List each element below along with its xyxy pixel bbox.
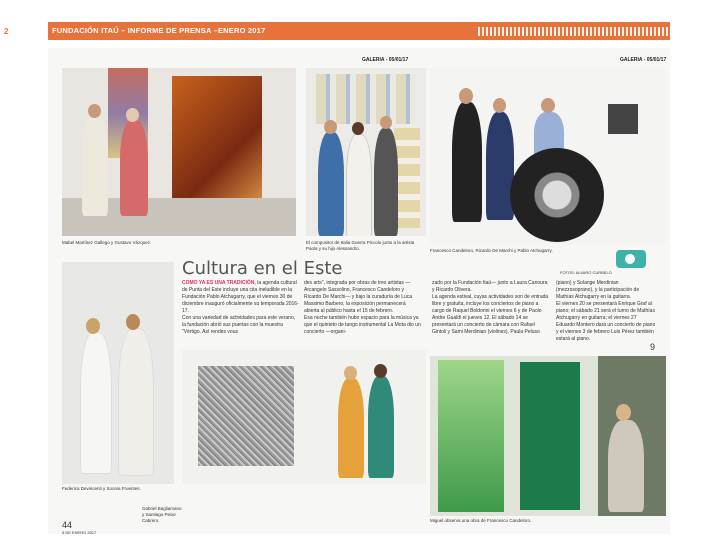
caption-4: Federica Devincenti y Soonia Fruentes.: [62, 486, 141, 491]
photo-tire-sculpture: [430, 68, 666, 244]
article-col1-text: la agenda cultural de Punta del Este incluye una cita ineludible en la Fundación Pablo Atchugarry, que el viernes 30 de diciembre inauguró oficialmente su temporada 2016-17.: [182, 280, 299, 314]
gallery-label-right: GALERIA - 05/01/17: [620, 57, 667, 63]
article-col4-text: (piano) y Solange Merdinian (mezzosoprano), y la participación de Mathías Atchugarry en la guitarra.: [556, 280, 640, 300]
header-title: FUNDACIÓN ITAÚ – INFORME DE PRENSA –ENERO 2017: [52, 26, 266, 35]
article-col1-text2: Con una variedad de actividades para este verano, la fundación abrió sus puertas con la muestra "Vértigo. Así rendes vous: [182, 315, 296, 335]
header-hatch-decoration: [478, 27, 668, 36]
photo-credit-badge: [560, 250, 650, 276]
photo-cube-sculpture: [182, 350, 426, 484]
caption-2: El compositor de Italia Guerra Piccolo junto a la artista Paola y su hijo Alessandro.: [306, 240, 415, 251]
photo-two-women: [62, 262, 174, 484]
page-number: 2: [4, 27, 9, 36]
page-date-left: 5 DE ENERO 2017: [62, 530, 97, 535]
article-col3-text2: La agenda estival, cuyas actividades son de entrada libre y gratuita, incluye los conciertos de piano a cargo de Raquel Boldorini el viernes 6 y de Paolo Andre Gualdi el jueves 12. El sábado 14 se presentará un concierto de cámara con Rafael Gintoli y Sami Merdinian (violines), Paula Peluso: [432, 294, 549, 335]
article-column-1: [182, 280, 300, 336]
caption-1: Mabel Martínez Gallego y Gustavo Vázquez.: [62, 240, 152, 245]
article-col2-text: des arts", integrada por obras de tres artistas —Arcangelo Sassolino, Francesco Candeloro y Ricardo De Marchi— y bajo la curaduría de Luca Massimo Barbero, la exposición permanecerá abierta al público hasta el 15 de febrero.: [304, 280, 413, 314]
article-column-3: [432, 280, 550, 336]
page-number-left: 44: [62, 520, 73, 530]
photo-three-people: [306, 68, 426, 236]
caption-6: Miguel observa una obra de Francesco Candeloro.: [430, 518, 532, 523]
page-number-right: 9: [650, 342, 656, 352]
article-col3-text: zado por la Fundación Itaú— junto a Laura Canoura y Ricardo Olivera.: [432, 280, 548, 293]
caption-3: Francesco Candeloro, Ricardo De Marchi y Pablo Atchugarry.: [430, 248, 553, 253]
article-column-2: [304, 280, 422, 336]
caption-5: Gabriel Bagliamano y Santiago Peixe Cabrero.: [142, 506, 182, 523]
photo-green-artwork: [430, 356, 666, 516]
article-col2-text2: Esa noche también hubo espacio para la música ya que el quinteto de tango instrumental La Mota dio un concierto —organi-: [304, 315, 421, 335]
article-lead: COMO YA ES UNA TRADICIÓN,: [182, 280, 256, 286]
photo-gallery-visitors: [62, 68, 296, 236]
badge-label: FOTOS: ALVARO CURBELO: [560, 270, 612, 275]
article-column-4: [556, 280, 656, 343]
gallery-label-left: GALERIA - 05/01/17: [362, 57, 409, 63]
article-title: Cultura en el Este: [182, 258, 343, 279]
article-col4-text2: El viernes 20 se presentará Enrique Graf al piano; el sábado 21 será el turno de Mathías Atchugarry en guitarra; el viernes 27 Eduardo Montero dará un concierto de piano y el viernes 3 de febrero Luis Pérez también estará al piano.: [556, 301, 656, 342]
